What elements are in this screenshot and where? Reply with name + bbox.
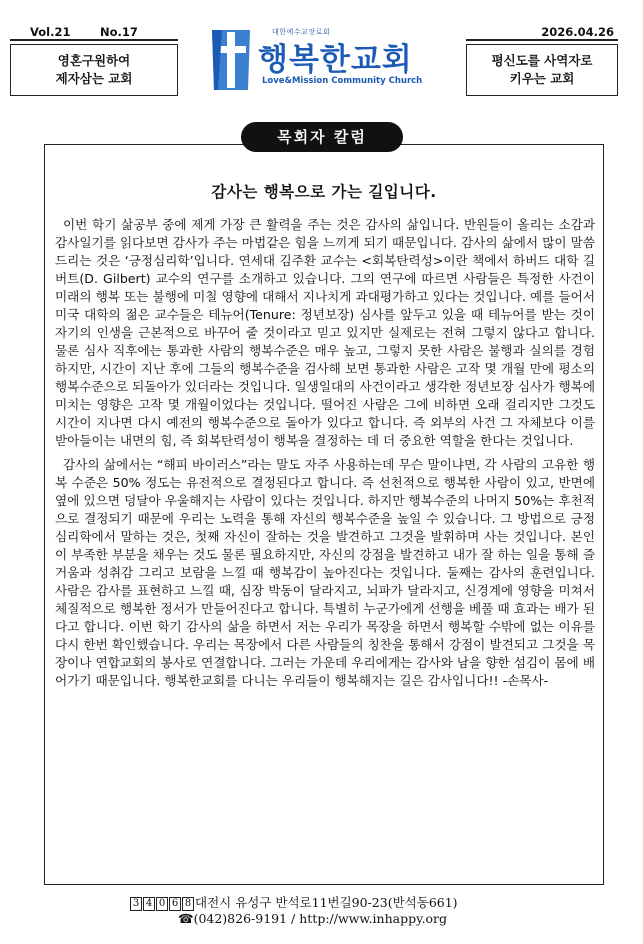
- article-paragraph: 감사의 삶에서는 “해피 바이러스”라는 말도 자주 사용하는데 무슨 말이냐면, 각 사람의 고유한 행복 수준은 50% 정도는 유전적으로 결정된다고 합니다. 즉 선천적으로 행복한 사람이 있고, 반면에 옆에 있으면 덩달아 우울해지는 사람이 있다는 것입니다. 하지만 행복수준의 나머지 50%는 후천적으로 결정되기 때문에 우리는 노력을 통해 자신의 행복수준을 높일 수 있습니다. 그 방법으로 긍정심리학에서 말하는 것은, 첫째 자신이 잘하는 것을 발견하고 그것을 발휘하며 사는 것입니다. 본인이 부족한 부분을 채우는 것도 물론 필요하지만, 자신의 강점을 발견하고 내가 잘 하는 일을 통해 즐거움과 성취감 그리고 보람을 느낄 때 행복감이 높아진다는 것입니다. 둘째는 감사의 훈련입니다. 사람은 감사를 표현하고 느낄 때, 심장 박동이 달라지고, 뇌파가 달라지고, 신경계에 영향을 미쳐서 체질적으로 행복한 정서가 만들어진다고 합니다. 특별히 누군가에게 선행을 베풀 때 효과는 배가 된다고 합니다. 이번 학기 감사의 삶을 하면서 저는 우리가 목장을 하면서 행복할 수밖에 없는 이유를 다시 한번 확인했습니다. 우리는 목장에서 다른 사람들의 칭찬을 통해서 강점이 발견되고 그것을 목장이나 연합교회의 봉사로 연결합니다. 그러는 가운데 우리에게는 감사와 남을 향한 섬김이 몸에 배어가기 때문입니다. 행복한교회를 다니는 우리들이 행복해지는 길은 감사입니다!! -손목사-: [55, 457, 595, 688]
- slogan-left-box: [10, 44, 178, 96]
- church-english-name: Love&Mission Community Church: [262, 76, 423, 86]
- article-body: [55, 216, 595, 696]
- postcode-digit: 4: [143, 897, 155, 911]
- article-paragraph: 이번 학기 삶공부 중에 제게 가장 큰 활력을 주는 것은 감사의 삶입니다. 반원들이 올리는 소감과 감사일기를 읽다보면 감사가 주는 마법같은 힘을 느끼게 되기 때문입니다. 감사의 삶에서 많이 말씀드리는 것은 ‘긍정심리학’입니다. 연세대 김주환 교수는 <회복탄력성>이란 책에서 하버드 대학 길버트(D. Gilbert) 교수의 연구를 소개하고 있습니다. 그의 연구에 따르면 사람들은 특정한 사건이 미래의 행복 또는 불행에 미칠 영향에 대해서 지나치게 과대평가하고 있다는 것입니다. 예를 들어서 미국 대학의 젊은 교수들은 테뉴어(Tenure: 정년보장) 심사를 앞두고 있을 때 테뉴어를 받는 것이 자기의 인생을 근본적으로 바꾸어 줄 것이라고 믿고 있지만 실제로는 전혀 그렇지 않다고 합니다. 물론 심사 직후에는 통과한 사람의 행복수준은 매우 높고, 그렇지 못한 사람은 불행과 실의를 경험하지만, 시간이 지난 후에 그들의 행복수준을 검사해 보면 통과한 사람은 고작 몇 개월 만에 평소의 행복수준으로 되돌아가 있더라는 것입니다. 일생일대의 사건이라고 생각한 정년보장 심사가 행복에 미치는 영향은 고작 몇 개월이었다는 것입니다. 떨어진 사람은 그에 비하면 오래 걸리지만 그것도 시간이 지나면 다시 예전의 행복수준으로 돌아가 있다고 합니다. 즉 외부의 사건 그 자체보다 이를 받아들이는 내면의 힘, 즉 회복탄력성이 행복을 결정하는 데 더 중요한 역할을 한다는 것입니다.: [55, 217, 595, 448]
- volume-label: Vol.21: [30, 25, 71, 39]
- number-label: No.17: [100, 25, 138, 39]
- footer-contact-line: ☎(042)826-9191 / http://www.inhappy.org: [178, 911, 447, 926]
- footer-address-line: [130, 893, 550, 911]
- slogan-right-line2: 키우는 교회: [509, 71, 575, 86]
- article-title: 감사는 행복으로 가는 길입니다.: [211, 183, 437, 201]
- address-text: 대전시 유성구 반석로11번길90-23(반석동661): [195, 895, 458, 910]
- slogan-right-box: [466, 44, 618, 96]
- postcode-digit: 3: [130, 897, 142, 911]
- postcode: [130, 895, 195, 910]
- issue-date: 2026.04.26: [541, 25, 614, 39]
- postcode-digit: 8: [182, 897, 194, 911]
- slogan-left-line1: 영혼구원하여: [57, 53, 131, 68]
- issue-info: [10, 25, 178, 39]
- slogan-left-line2: 제자삼는 교회: [55, 71, 133, 86]
- slogan-right-line1: 평신도를 사역자로: [491, 53, 593, 68]
- column-label: 목회자 칼럼: [241, 122, 403, 152]
- postcode-digit: 6: [169, 897, 181, 911]
- header-divider-right: [466, 39, 618, 41]
- postcode-digit: 0: [156, 897, 168, 911]
- church-name: 행복한교회: [258, 42, 413, 78]
- header-divider-left: [10, 39, 178, 41]
- church-cross-logo-icon: [208, 26, 254, 94]
- denomination-label: 대한예수교장로회: [272, 28, 331, 36]
